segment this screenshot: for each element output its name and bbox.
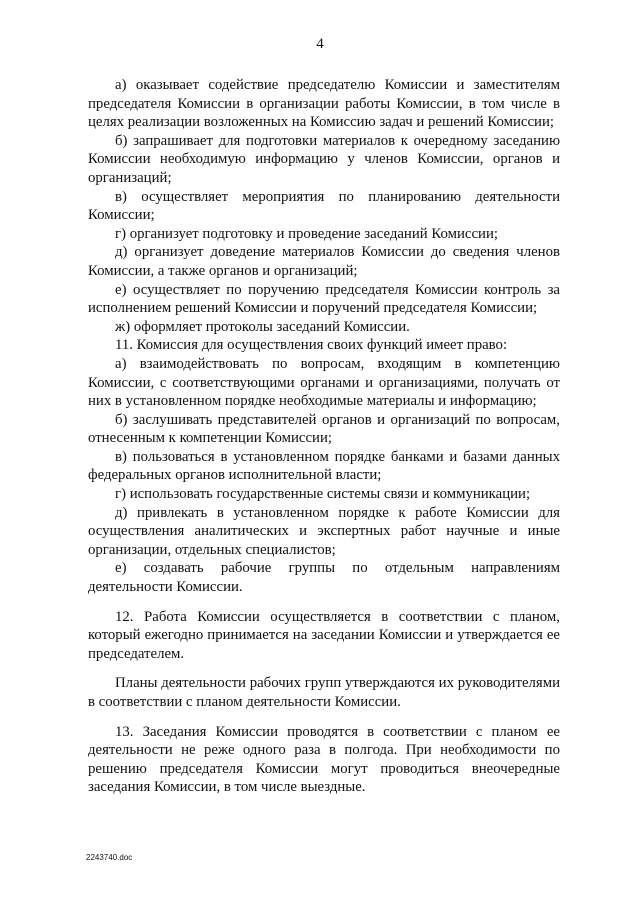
- document-body: [88, 76, 560, 797]
- paragraph-11b: б) заслушивать представителей органов и организаций по вопросам, отнесенным к компетенции Комиссии;: [88, 411, 560, 447]
- page-number: 4: [316, 36, 324, 52]
- paragraph-10e: е) осуществляет по поручению председателя Комиссии контроль за исполнением решений Комиссии и поручений председателя Комиссии;: [88, 281, 560, 317]
- file-name-footer: 2243740.doc: [86, 853, 133, 862]
- paragraph-13: 13. Заседания Комиссии проводятся в соответствии с планом ее деятельности не реже одного раза в полгода. При необходимости по решению председателя Комиссии могут проводиться внеочередные заседания Комиссии, в том числе выездные.: [88, 723, 560, 796]
- paragraph-10zh: ж) оформляет протоколы заседаний Комиссии.: [115, 318, 410, 335]
- paragraph-12: 12. Работа Комиссии осуществляется в соответствии с планом, который ежегодно принимается на заседании Комиссии и утверждается ее председателем.: [88, 608, 560, 662]
- paragraph-11d: д) привлекать в установленном порядке к работе Комиссии для осуществления аналитических и экспертных работ научные и иные организации, отдельных специалистов;: [88, 504, 560, 558]
- paragraph-11v: в) пользоваться в установленном порядке банками и базами данных федеральных органов исполнительной власти;: [88, 448, 560, 484]
- paragraph-10v: в) осуществляет мероприятия по планированию деятельности Комиссии;: [88, 188, 560, 224]
- paragraph-10d: д) организует доведение материалов Комиссии до сведения членов Комиссии, а также органов и организаций;: [88, 244, 560, 279]
- paragraph-11a: а) взаимодействовать по вопросам, входящим в компетенцию Комиссии, с соответствующими органами и организациями, получать от них в установленном порядке необходимые материалы и информацию;: [88, 355, 560, 410]
- paragraph-12-plans: Планы деятельности рабочих групп утверждаются их руководителями в соответствии с планом деятельности Комиссии.: [88, 675, 560, 710]
- paragraph-11e: е) создавать рабочие группы по отдельным направлениям деятельности Комиссии.: [88, 560, 560, 596]
- paragraph-11g: г) использовать государственные системы связи и коммуникации;: [115, 486, 531, 503]
- paragraph-10a: а) оказывает содействие председателю Комиссии и заместителям председателя Комиссии в организации работы Комиссии, в том числе в целях реализации возложенных на Комиссию задач и решений Комиссии;: [88, 77, 560, 131]
- paragraph-11: 11. Комиссия для осуществления своих функций имеет право:: [115, 337, 508, 354]
- paragraph-10g: г) организует подготовку и проведение заседаний Комиссии;: [115, 225, 498, 242]
- paragraph-10b: б) запрашивает для подготовки материалов к очередному заседанию Комиссии необходимую информацию у членов Комиссии, органов и организаций;: [88, 132, 560, 186]
